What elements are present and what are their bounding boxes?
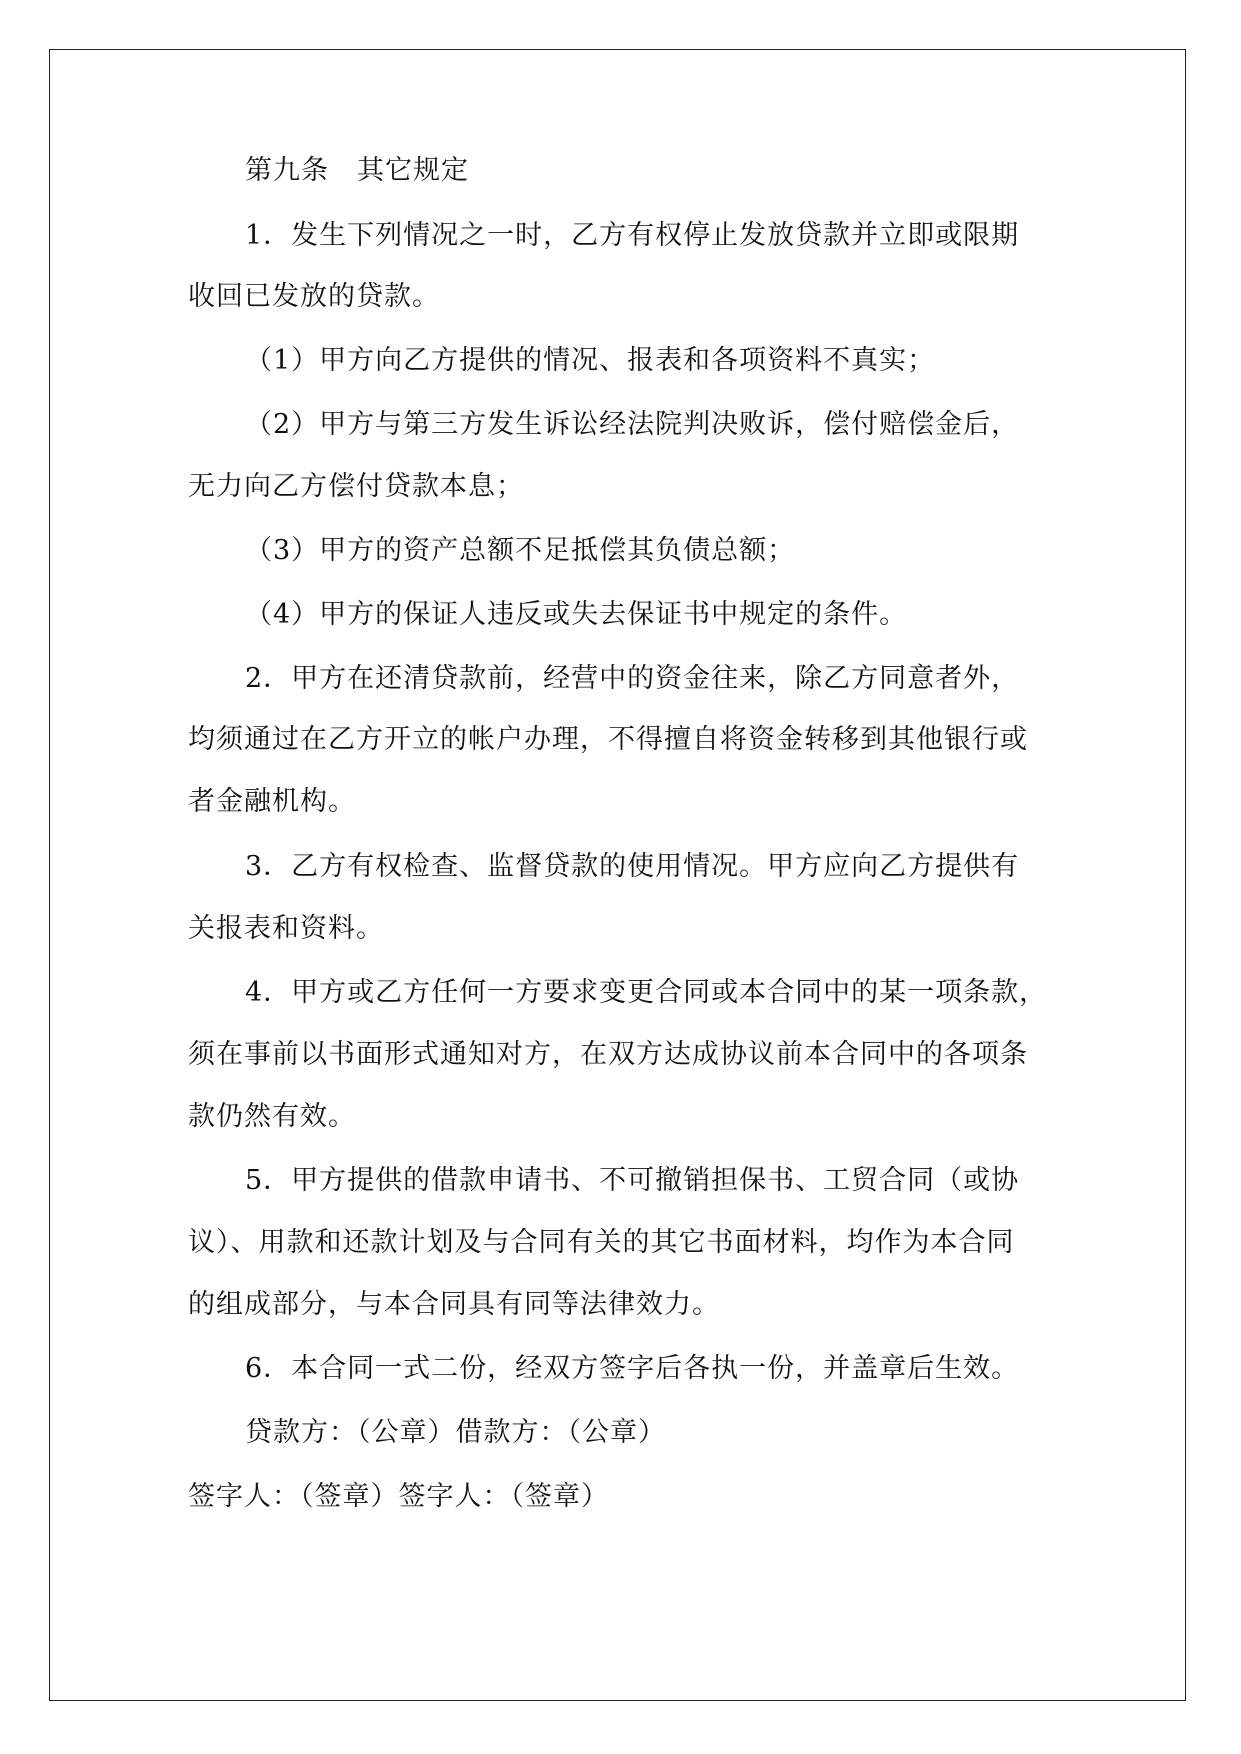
paragraph-line: 5．甲方提供的借款申请书、不可撤销担保书、工贸合同（或协 — [245, 1165, 1020, 1196]
paragraph-line: 3．乙方有权检查、监督贷款的使用情况。甲方应向乙方提供有 — [245, 851, 1020, 882]
paragraph-line: 款仍然有效。 — [188, 1101, 356, 1132]
article-heading: 第九条 其它规定 — [245, 155, 469, 186]
paragraph-line: 的组成部分，与本合同具有同等法律效力。 — [188, 1289, 720, 1320]
signature-line-signers: 签字人：（签章）签字人：（签章） — [188, 1481, 609, 1512]
paragraph-line: 议）、用款和还款计划及与合同有关的其它书面材料，均作为本合同 — [188, 1227, 1015, 1258]
paragraph-line: 无力向乙方偿付贷款本息； — [188, 471, 524, 502]
paragraph-line: 1．发生下列情况之一时，乙方有权停止发放贷款并立即或限期 — [245, 220, 1020, 251]
paragraph-line: 须在事前以书面形式通知对方，在双方达成协议前本合同中的各项条 — [188, 1039, 1028, 1070]
paragraph-line: 者金融机构。 — [188, 786, 356, 817]
paragraph-line: （2）甲方与第三方发生诉讼经法院判决败诉，偿付赔偿金后， — [245, 409, 1020, 440]
paragraph-line: 均须通过在乙方开立的帐户办理，不得擅自将资金转移到其他银行或 — [188, 724, 1028, 755]
paragraph-line: 收回已发放的贷款。 — [188, 281, 440, 312]
paragraph-line: 关报表和资料。 — [188, 913, 384, 944]
page-border — [49, 49, 1186, 1701]
paragraph-line: 6．本合同一式二份，经双方签字后各执一份，并盖章后生效。 — [245, 1353, 1020, 1384]
paragraph-line: （4）甲方的保证人违反或失去保证书中规定的条件。 — [245, 599, 908, 630]
paragraph-line: 4．甲方或乙方任何一方要求变更合同或本合同中的某一项条款， — [245, 977, 1048, 1008]
paragraph-line: （1）甲方向乙方提供的情况、报表和各项资料不真实； — [245, 345, 936, 376]
paragraph-line: 2．甲方在还清贷款前，经营中的资金往来，除乙方同意者外， — [245, 663, 1020, 694]
signature-line-lender-borrower: 贷款方：（公章）借款方：（公章） — [245, 1417, 666, 1448]
paragraph-line: （3）甲方的资产总额不足抵偿其负债总额； — [245, 535, 796, 566]
